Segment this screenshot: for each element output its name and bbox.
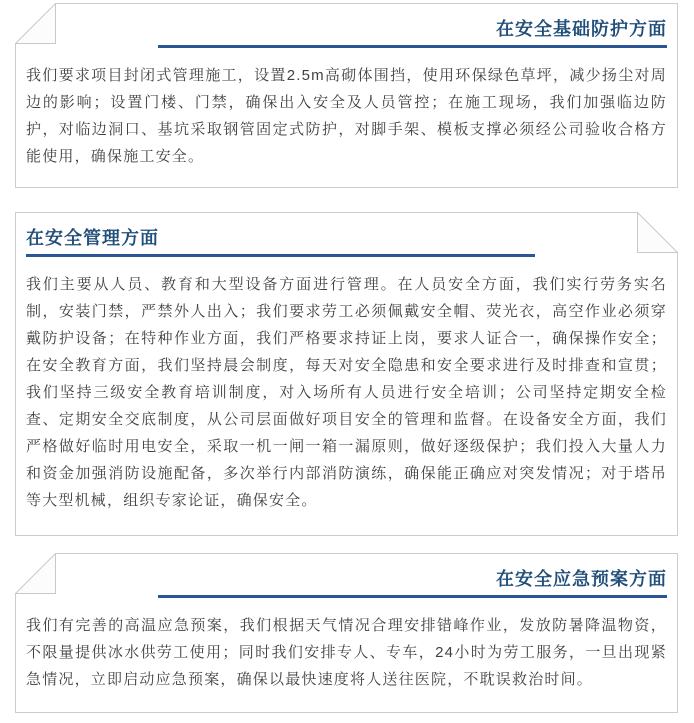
section-card-basic-protection xyxy=(15,3,678,188)
section-card-emergency-plan xyxy=(15,553,678,713)
folded-corner-icon xyxy=(637,212,678,253)
section-title: 在安全管理方面 xyxy=(26,228,159,248)
section-body: 我们主要从人员、教育和大型设备方面进行管理。在人员安全方面，我们实行劳务实名制，安装门禁，严禁外人出入；我们要求劳工必须佩戴安全帽、荧光衣，高空作业必须穿戴防护设备；在特种作业方面，我们严格要求持证上岗，要求人证合一，确保操作安全；在安全教育方面，我们坚持晨会制度，每天对安全隐患和安全要求进行及时排查和宣贯；我们坚持三级安全教育培训制度，对入场所有人员进行安全培训；公司坚持定期安全检查、定期安全交底制度，从公司层面做好项目安全的管理和监督。在设备安全方面，我们严格做好临时用电安全，采取一机一闸一箱一漏原则，做好逐级保护；我们投入大量人力和资金加强消防设施配备，多次举行内部消防演练，确保能正确应对突发情况；对于塔吊等大型机械，组织专家论证，确保安全。 xyxy=(26,276,667,509)
section-body: 我们有完善的高温应急预案，我们根据天气情况合理安排错峰作业，发放防暑降温物资，不限量提供冰水供劳工使用；同时我们安排专人、专车，24小时为劳工服务，一旦出现紧急情况，立即启动应急预案，确保以最快速度将人送往医院，不耽误救治时间。 xyxy=(26,617,667,688)
section-title: 在安全应急预案方面 xyxy=(496,569,667,589)
section-card-safety-management xyxy=(15,212,678,536)
title-underline xyxy=(158,595,667,598)
section-title: 在安全基础防护方面 xyxy=(496,19,667,39)
title-underline xyxy=(26,254,535,257)
title-underline xyxy=(158,45,667,48)
folded-corner-icon xyxy=(15,553,56,594)
section-body: 我们要求项目封闭式管理施工，设置2.5m高砌体围挡，使用环保绿色草坪，减少扬尘对周边的影响；设置门楼、门禁，确保出入安全及人员管控；在施工现场，我们加强临边防护，对临边洞口、基坑采取钢管固定式防护，对脚手架、模板支撑必须经公司验收合格方能使用，确保施工安全。 xyxy=(26,67,667,165)
folded-corner-icon xyxy=(15,3,56,44)
